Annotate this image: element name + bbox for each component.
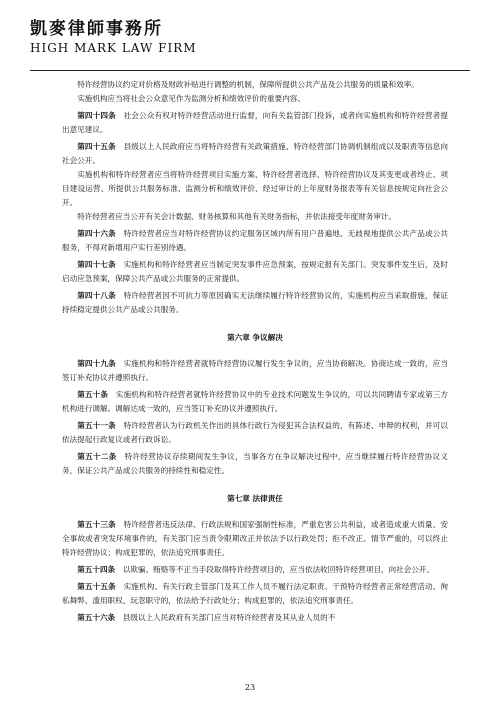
paragraph-text: 特许经营者认为行政机关作出的具体行政行为侵犯其合法权益的，有陈述、申辩的权利，并可以依法提起行政复议或者行政诉讼。: [62, 421, 449, 444]
section-dispute-resolution: [62, 357, 448, 478]
paragraph: [62, 580, 448, 608]
paragraph: [62, 109, 448, 137]
article-number: 第五十一条: [77, 421, 116, 430]
paragraph-text: 特许经营者违反法律、行政法规和国家强制性标准，严重危害公共利益，或者造成重大质量、安全事故或者突发环境事件的，有关部门应当责令限期改正并依法予以行政处罚；拒不改正、情节严重的，可以终止特许经营协议；构成犯罪的，依法追究刑事责任。: [62, 520, 449, 557]
paragraph: [62, 419, 448, 447]
firm-name-chinese: 凱麥律師事務所: [30, 19, 163, 39]
document-body: [62, 78, 448, 625]
article-number: 第五十五条: [77, 582, 116, 591]
paragraph-text: 特许经营者应当对特许经营协议约定服务区域内所有用户普遍地、无歧视地提供公共产品或公共服务，不得对新增用户实行差别待遇。: [62, 229, 449, 252]
paragraph: [62, 92, 448, 106]
article-number: 第四十九条: [77, 359, 116, 368]
article-number: 第五十四条: [77, 565, 116, 574]
paragraph: [62, 258, 448, 286]
paragraph-text: 特许经营者应当公开有关会计数据、财务核算和其他有关财务指标，并依法接受年度财务审计。: [77, 212, 397, 221]
paragraph: [62, 78, 448, 92]
article-number: 第五十条: [77, 390, 109, 399]
paragraph-text: 特许经营协议存续期间发生争议，当事各方在争议解决过程中，应当继续履行特许经营协议义务，保证公共产品或公共服务的持续性和稳定性。: [62, 452, 449, 475]
paragraph-text: 实施机构、有关行政主管部门及其工作人员不履行法定职责、干预特许经营者正常经营活动、徇私舞弊、滥用职权、玩忽职守的，依法给予行政处分；构成犯罪的，依法追究刑事责任。: [62, 582, 449, 605]
article-number: 第五十三条: [77, 520, 116, 529]
paragraph-text: 以欺骗、贿赂等不正当手段取得特许经营项目的，应当依法收回特许经营项目，向社会公开。: [122, 565, 435, 574]
paragraph: [62, 210, 448, 224]
paragraph: [62, 140, 448, 168]
paragraph: [62, 518, 448, 560]
chapter-6-heading: 第六章 争议解决: [227, 333, 283, 342]
paragraph: [62, 611, 448, 625]
paragraph-text: 实施机构和特许经营者就特许经营协议中的专业技术问题发生争议的，可以共同聘请专家或第三方机构进行调解。调解达成一致的，应当签订补充协议并遵照执行。: [62, 390, 449, 413]
paragraph: [62, 227, 448, 255]
paragraph-text: 县级以上人民政府应当将特许经营有关政策措施、特许经营部门协调机制组成以及职责等信息向社会公开。: [62, 142, 449, 165]
paragraph: [62, 357, 448, 385]
paragraph-text: 实施机构应当将社会公众意见作为监测分析和绩效评价的重要内容。: [77, 94, 305, 103]
paragraph-text: 实施机构和特许经营者应当制定突发事件应急预案，按规定报有关部门。突发事件发生后，及时启动应急预案，保障公共产品或公共服务的正常提供。: [62, 260, 449, 283]
article-number: 第五十六条: [77, 613, 116, 622]
paragraph-text: 实施机构和特许经营者就特许经营协议履行发生争议的，应当协商解决。协商达成一致的，应当签订补充协议并遵照执行。: [62, 359, 449, 382]
header-divider: [30, 70, 470, 71]
article-number: 第四十五条: [77, 142, 116, 151]
article-number: 第五十二条: [77, 452, 117, 461]
firm-name-english: HIGH MARK LAW FIRM: [30, 41, 197, 55]
paragraph-text: 县级以上人民政府有关部门应当对特许经营者及其从业人员的不: [122, 613, 336, 622]
paragraph: [62, 388, 448, 416]
paragraph: [62, 450, 448, 478]
paragraph-text: 特许经营协议约定对价格及财政补贴进行调整的机制，保障所提供公共产品及公共服务的质量和效率。: [77, 80, 419, 89]
article-number: 第四十七条: [77, 260, 116, 269]
paragraph-text: 实施机构和特许经营者应当将特许经营项目实施方案、特许经营者选择、特许经营协议及其变更或者终止、项目建设运营、所提供公共服务标准、监测分析和绩效评价、经过审计的上年度财务报表等有关信息按规定向社会公开。: [62, 170, 448, 207]
article-number: 第四十四条: [77, 111, 116, 120]
article-number: 第四十六条: [77, 229, 116, 238]
paragraph: [62, 563, 448, 577]
section-disclosure: [62, 78, 448, 317]
letterhead: [30, 14, 470, 74]
paragraph: [62, 289, 448, 317]
section-legal-liability: [62, 518, 448, 625]
paragraph-text: 社会公众有权对特许经营活动进行监督，向有关监管部门投诉，或者向实施机构和特许经营者提出意见建议。: [62, 111, 449, 134]
paragraph-text: 特许经营者因不可抗力等原因确实无法继续履行特许经营协议的，实施机构应当采取措施，保证持续稳定提供公共产品或公共服务。: [62, 291, 449, 314]
page-number: 23: [244, 683, 256, 692]
chapter-7-heading: 第七章 法律责任: [227, 494, 283, 503]
article-number: 第四十八条: [77, 291, 116, 300]
paragraph: [62, 168, 448, 210]
